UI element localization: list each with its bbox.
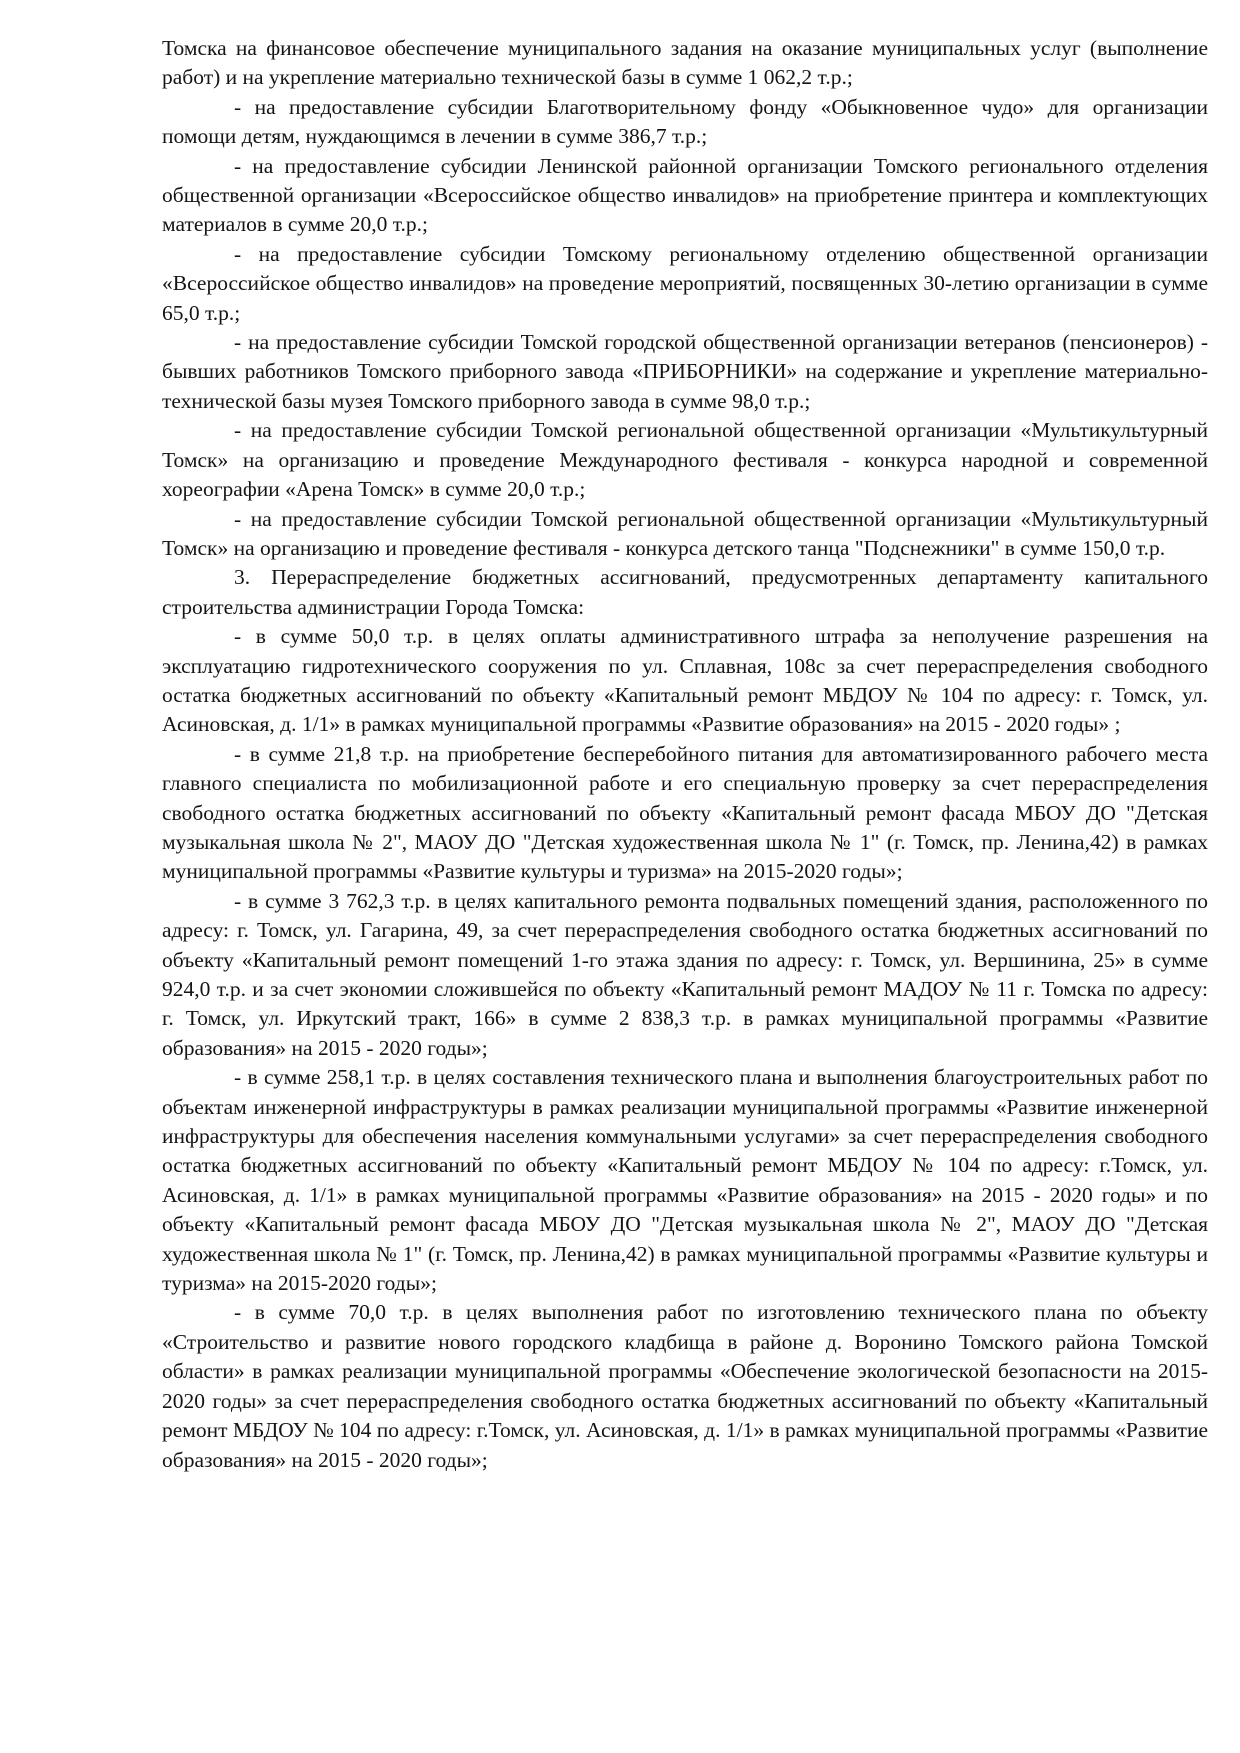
paragraph-subsidy-arena-tomsk: - на предоставление субсидии Томской региональной общественной организации «Мультикультурный Томск» на организацию и проведение Международного фестиваля - конкурса народной и современной хореографии «Арена Томск» в сумме 20,0 т.р.; [162,418,1208,502]
paragraph-subsidy-charity-fund: - на предоставление субсидии Благотворительному фонду «Обыкновенное чудо» для организации помощи детям, нуждающимся в лечении в сумме 386,7 т.р.; [162,94,1208,149]
paragraph-section-3-heading: 3. Перераспределение бюджетных ассигнований, предусмотренных департаменту капитального строительства администрации Города Томска: [162,565,1208,619]
paragraph-item-ups: - в сумме 21,8 т.р. на приобретение бесперебойного питания для автоматизированного рабочего места главного специалиста по мобилизационной работе и его специальную проверку за счет перераспределения свободного остатка бюджетных ассигнований по объекту «Капитальный ремонт фасада МБОУ ДО "Детская музыкальная школа № 2", МАОУ ДО "Детская художественная школа № 1" (г. Томск, пр. Ленина,42) в рамках муниципальной программы «Развитие культуры и туризма» на 2015-2020 годы»; [162,741,1208,884]
paragraph-item-fine: - в сумме 50,0 т.р. в целях оплаты административного штрафа за неполучение разрешения на эксплуатацию гидротехнического сооружения по ул. Сплавная, 108с за счет перераспределения свободного остатка бюджетных ассигнований по объекту «Капитальный ремонт МБДОУ № 104 по адресу: г. Томск, ул. Асиновская, д. 1/1» в рамках муниципальной программы «Развитие образования» на 2015 - 2020 годы» ; [162,624,1208,737]
paragraph-subsidy-podsnezhniki: - на предоставление субсидии Томской региональной общественной организации «Мультикультурный Томск» на организацию и проведение фестиваля - конкурса детского танца "Подснежники" в сумме 150,0 т.р. [162,506,1208,560]
paragraph-subsidy-leninsky-disabled-society: - на предоставление субсидии Ленинской районной организации Томского регионального отделения общественной организации «Всероссийское общество инвалидов» на приобретение принтера и комплектующих материалов в сумме 20,0 т.р.; [162,153,1208,237]
paragraph-continuation: Томска на финансовое обеспечение муниципального задания на оказание муниципальных услуг (выполнение работ) и на укрепление материально технической базы в сумме 1 062,2 т.р.; [162,36,1208,90]
paragraph-item-cemetery: - в сумме 70,0 т.р. в целях выполнения работ по изготовлению технического плана по объекту «Строительство и развитие нового городского кладбища в районе д. Воронино Томского района Томской области» в рамках реализации муниципальной программы «Обеспечение экологической безопасности на 2015-2020 годы» за счет перераспределения свободного остатка бюджетных ассигнований по объекту «Капитальный ремонт МБДОУ № 104 по адресу: г.Томск, ул. Асиновская, д. 1/1» в рамках муниципальной программы «Развитие образования» на 2015 - 2020 годы»; [162,1300,1208,1472]
paragraph-subsidy-tomsk-disabled-society: - на предоставление субсидии Томскому региональному отделению общественной организации «Всероссийское общество инвалидов» на проведение мероприятий, посвященных 30-летию организации в сумме 65,0 т.р.; [162,241,1208,325]
paragraph-subsidy-veterans-pribor: - на предоставление субсидии Томской городской общественной организации ветеранов (пенсионеров) - бывших работников Томского приборного завода «ПРИБОРНИКИ» на содержание и укрепление материально-технической базы музея Томского приборного завода в сумме 98,0 т.р.; [162,330,1208,413]
document-body [162,34,1208,1475]
paragraph-item-technical-plan: - в сумме 258,1 т.р. в целях составления технического плана и выполнения благоустроительных работ по объектам инженерной инфраструктуры в рамках реализации муниципальной программы «Развитие инженерной инфраструктуры для обеспечения населения коммунальными услугами» за счет перераспределения свободного остатка бюджетных ассигнований по объекту «Капитальный ремонт МБДОУ № 104 по адресу: г.Томск, ул. Асиновская, д. 1/1» в рамках муниципальной программы «Развитие образования» на 2015 - 2020 годы» и по объекту «Капитальный ремонт фасада МБОУ ДО "Детская музыкальная школа № 2", МАОУ ДО "Детская художественная школа № 1" (г. Томск, пр. Ленина,42) в рамках муниципальной программы «Развитие культуры и туризма» на 2015-2020 годы»; [162,1065,1208,1296]
paragraph-item-basement-repair: - в сумме 3 762,3 т.р. в целях капитального ремонта подвальных помещений здания, расположенного по адресу: г. Томск, ул. Гагарина, 49, за счет перераспределения свободного остатка бюджетных ассигнований по объекту «Капитальный ремонт помещений 1-го этажа здания по адресу: г. Томск, ул. Вершинина, 25» в сумме 924,0 т.р. и за счет экономии сложившейся по объекту «Капитальный ремонт МАДОУ № 11 г. Томска по адресу: г. Томск, ул. Иркутский тракт, 166» в сумме 2 838,3 т.р. в рамках муниципальной программы «Развитие образования» на 2015 - 2020 годы»; [162,888,1208,1060]
